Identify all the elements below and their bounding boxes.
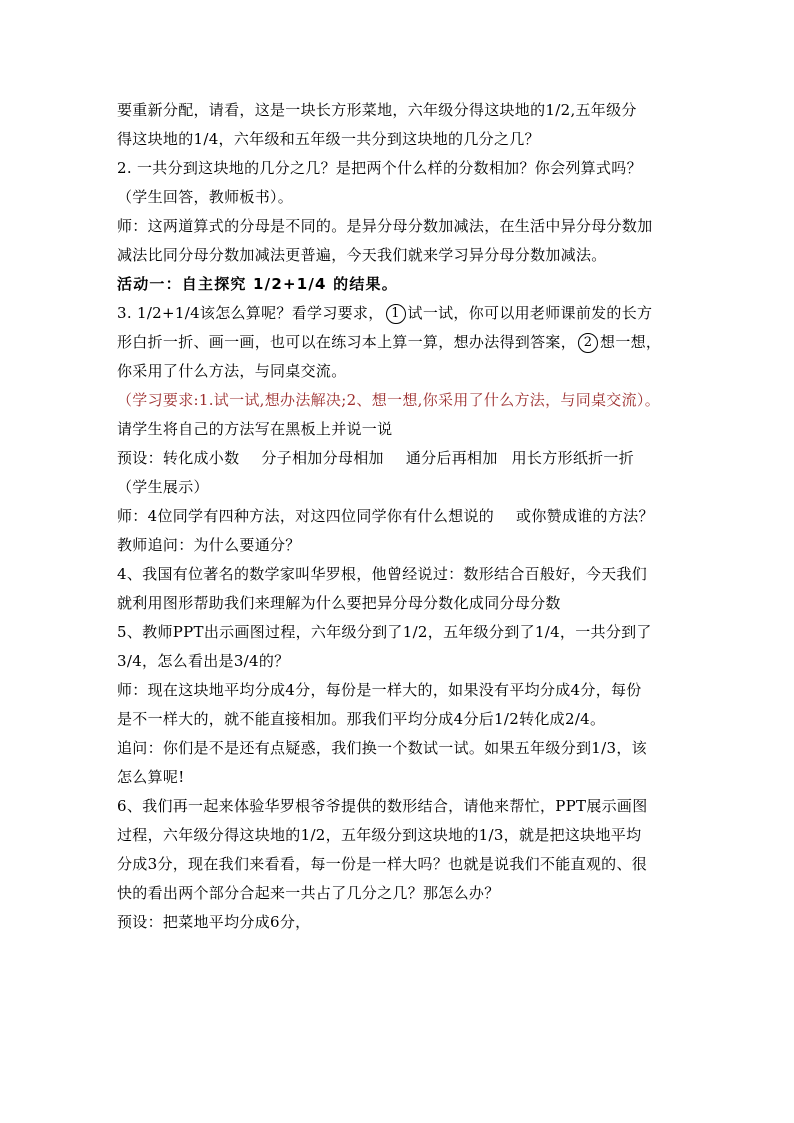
paragraph-line — [117, 299, 682, 328]
text-segment: 预设：转化成小数 — [117, 449, 240, 467]
learning-requirements-note: （学习要求:1.试一试,想办法解决;2、想一想,你采用了什么方法，与同桌交流）。 — [117, 391, 661, 409]
activity-heading: 活动一：自主探究 1/2+1/4 的结果。 — [117, 275, 398, 293]
paragraph-line: 教师追问：为什么要通分？ — [117, 536, 301, 554]
text-segment: 或你赞成谁的方法？ — [516, 507, 654, 525]
paragraph-line: 追问：你们是不是还有点疑惑，我们换一个数试一试。如果五年级分到1/3，该 — [117, 739, 647, 757]
paragraph-line: 怎么算呢! — [117, 768, 185, 786]
text-segment: 通分后再相加 — [405, 449, 498, 467]
paragraph-line: 4、我国有位著名的数学家叫华罗根，他曾经说过：数形结合百般好，今天我们 — [117, 565, 648, 583]
circled-number-two: 2 — [578, 333, 598, 353]
paragraph-line: 6、我们再一起来体验华罗根爷爷提供的数形结合，请他来帮忙，PPT展示画图 — [117, 797, 648, 815]
paragraph-line: 快的看出两个部分合起来一共占了几分之几？那怎么办？ — [117, 884, 500, 902]
paragraph-line — [117, 328, 682, 357]
paragraph-line: 是不一样大的，就不能直接相加。那我们平均分成4分后1/2转化成2/4。 — [117, 710, 606, 728]
paragraph-line: 得这块地的1/4，六年级和五年级一共分到这块地的几分之几？ — [117, 130, 540, 148]
paragraph-line: 你采用了什么方法，与同桌交流。 — [117, 362, 347, 380]
document-body — [117, 96, 682, 937]
text-segment: 3. 1/2+1/4该怎么算呢？看学习要求， — [117, 304, 384, 322]
paragraph-line: 5、教师PPT出示画图过程，六年级分到了1/2，五年级分到了1/4，一共分到了 — [117, 623, 652, 641]
paragraph-line: 师：现在这块地平均分成4分，每份是一样大的，如果没有平均分成4分，每份 — [117, 681, 642, 699]
text-segment: 形白折一折、画一画，也可以在练习本上算一算，想办法得到答案， — [117, 333, 577, 351]
paragraph-line: 预设：把菜地平均分成6分， — [117, 913, 311, 931]
text-segment: 试一试，你可以用老师课前发的长方 — [407, 304, 653, 322]
paragraph-line: 请学生将自己的方法写在黑板上并说一说 — [117, 420, 393, 438]
paragraph-line: 师：这两道算式的分母是不同的。是异分母分数加减法，在生活中异分母分数加 — [117, 217, 653, 235]
text-segment: 用长方形纸折一折 — [511, 449, 635, 467]
text-segment: 想一想， — [600, 333, 662, 351]
paragraph-line: 减法比同分母分数加减法更普遍，今天我们就来学习异分母分数加减法。 — [117, 246, 607, 264]
paragraph-line: 分成3分，现在我们来看看，每一份是一样大吗？也就是说我们不能直观的、很 — [117, 855, 648, 873]
paragraph-line: 要重新分配，请看，这是一块长方形菜地，六年级分得这块地的1/2,五年级分 — [117, 101, 637, 119]
preset-methods-line — [117, 444, 682, 473]
paragraph-line: 就利用图形帮助我们来理解为什么要把异分母分数化成同分母分数 — [117, 594, 561, 612]
paragraph-line — [117, 502, 682, 531]
text-segment: 师：4位同学有四种方法，对这四位同学你有什么想说的 — [117, 507, 495, 525]
paragraph-line: （学生展示） — [117, 478, 209, 496]
paragraph-line: 3/4，怎么看出是3/4的？ — [117, 652, 290, 670]
paragraph-line: （学生回答，教师板书）。 — [117, 188, 294, 206]
paragraph-line: 过程，六年级分得这块地的1/2，五年级分到这块地的1/3，就是把这块地平均 — [117, 826, 642, 844]
text-segment: 分子相加分母相加 — [261, 449, 384, 467]
circled-number-one: 1 — [386, 304, 406, 324]
paragraph-line: 2. 一共分到这块地的几分之几？是把两个什么样的分数相加？你会列算式吗？ — [117, 159, 642, 177]
